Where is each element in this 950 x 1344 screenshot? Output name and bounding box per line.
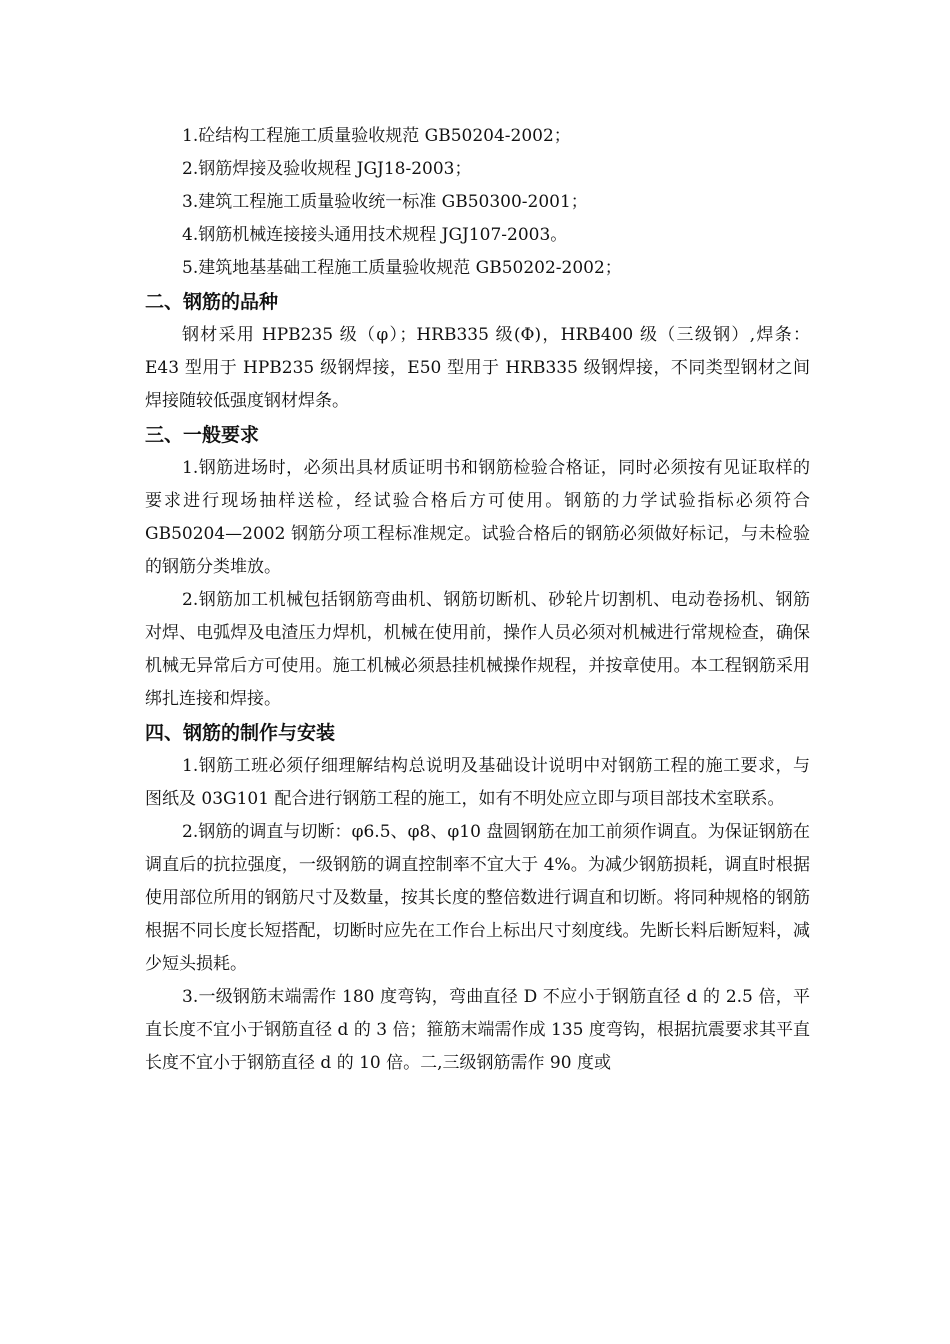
paragraph-general-1: 1.钢筋进场时，必须出具材质证明书和钢筋检验合格证，同时必须按有见证取样的要求进行现场抽样送检，经试验合格后方可使用。钢筋的力学试验指标必须符合 GB50204—2002 钢筋分项工程标准规定。试验合格后的钢筋必须做好标记，与未检验的钢筋分类堆放。: [145, 458, 810, 577]
reference-item-4: 4.钢筋机械连接接头通用技术规程 JGJ107-2003。: [182, 225, 568, 245]
paragraph-fabrication-1: 1.钢筋工班必须仔细理解结构总说明及基础设计说明中对钢筋工程的施工要求，与图纸及 03G101 配合进行钢筋工程的施工，如有不明处应立即与项目部技术室联系。: [145, 756, 810, 809]
paragraph-fabrication-2: 2.钢筋的调直与切断：φ6.5、φ8、φ10 盘圆钢筋在加工前须作调直。为保证钢筋在调直后的抗拉强度，一级钢筋的调直控制率不宜大于 4%。为减少钢筋损耗，调直时根据使用部位所用的钢筋尺寸及数量，按其长度的整倍数进行调直和切断。将同种规格的钢筋根据不同长度长短搭配，切断时应先在工作台上标出尺寸刻度线。先断长料后断短料，减少短头损耗。: [145, 822, 810, 974]
paragraph-steel-types: 钢材采用 HPB235 级（φ）；HRB335 级(Φ)，HRB400 级（三级钢）,焊条：E43 型用于 HPB235 级钢焊接，E50 型用于 HRB335 级钢焊接，不同类型钢材之间焊接随较低强度钢材焊条。: [145, 325, 810, 411]
document-body: [145, 120, 810, 1080]
section-heading-general-requirements: 三、一般要求: [145, 424, 260, 446]
paragraph-general-2: 2.钢筋加工机械包括钢筋弯曲机、钢筋切断机、砂轮片切割机、电动卷扬机、钢筋对焊、电弧焊及电渣压力焊机，机械在使用前，操作人员必须对机械进行常规检查，确保机械无异常后方可使用。施工机械必须悬挂机械操作规程，并按章使用。本工程钢筋采用绑扎连接和焊接。: [145, 590, 810, 709]
paragraph-fabrication-3: 3.一级钢筋末端需作 180 度弯钩，弯曲直径 D 不应小于钢筋直径 d 的 2.5 倍，平直长度不宜小于钢筋直径 d 的 3 倍；箍筋末端需作成 135 度弯钩，根据抗震要求其平直长度不宜小于钢筋直径 d 的 10 倍。二,三级钢筋需作 90 度或: [145, 987, 810, 1073]
reference-item-5: 5.建筑地基基础工程施工质量验收规范 GB50202-2002；: [182, 258, 622, 278]
reference-item-1: 1.砼结构工程施工质量验收规范 GB50204-2002；: [182, 126, 571, 146]
section-heading-steel-types: 二、钢筋的品种: [145, 291, 279, 313]
section-heading-fabrication: 四、钢筋的制作与安装: [145, 722, 336, 744]
reference-item-3: 3.建筑工程施工质量验收统一标准 GB50300-2001；: [182, 192, 588, 212]
reference-item-2: 2.钢筋焊接及验收规程 JGJ18-2003；: [182, 159, 472, 179]
